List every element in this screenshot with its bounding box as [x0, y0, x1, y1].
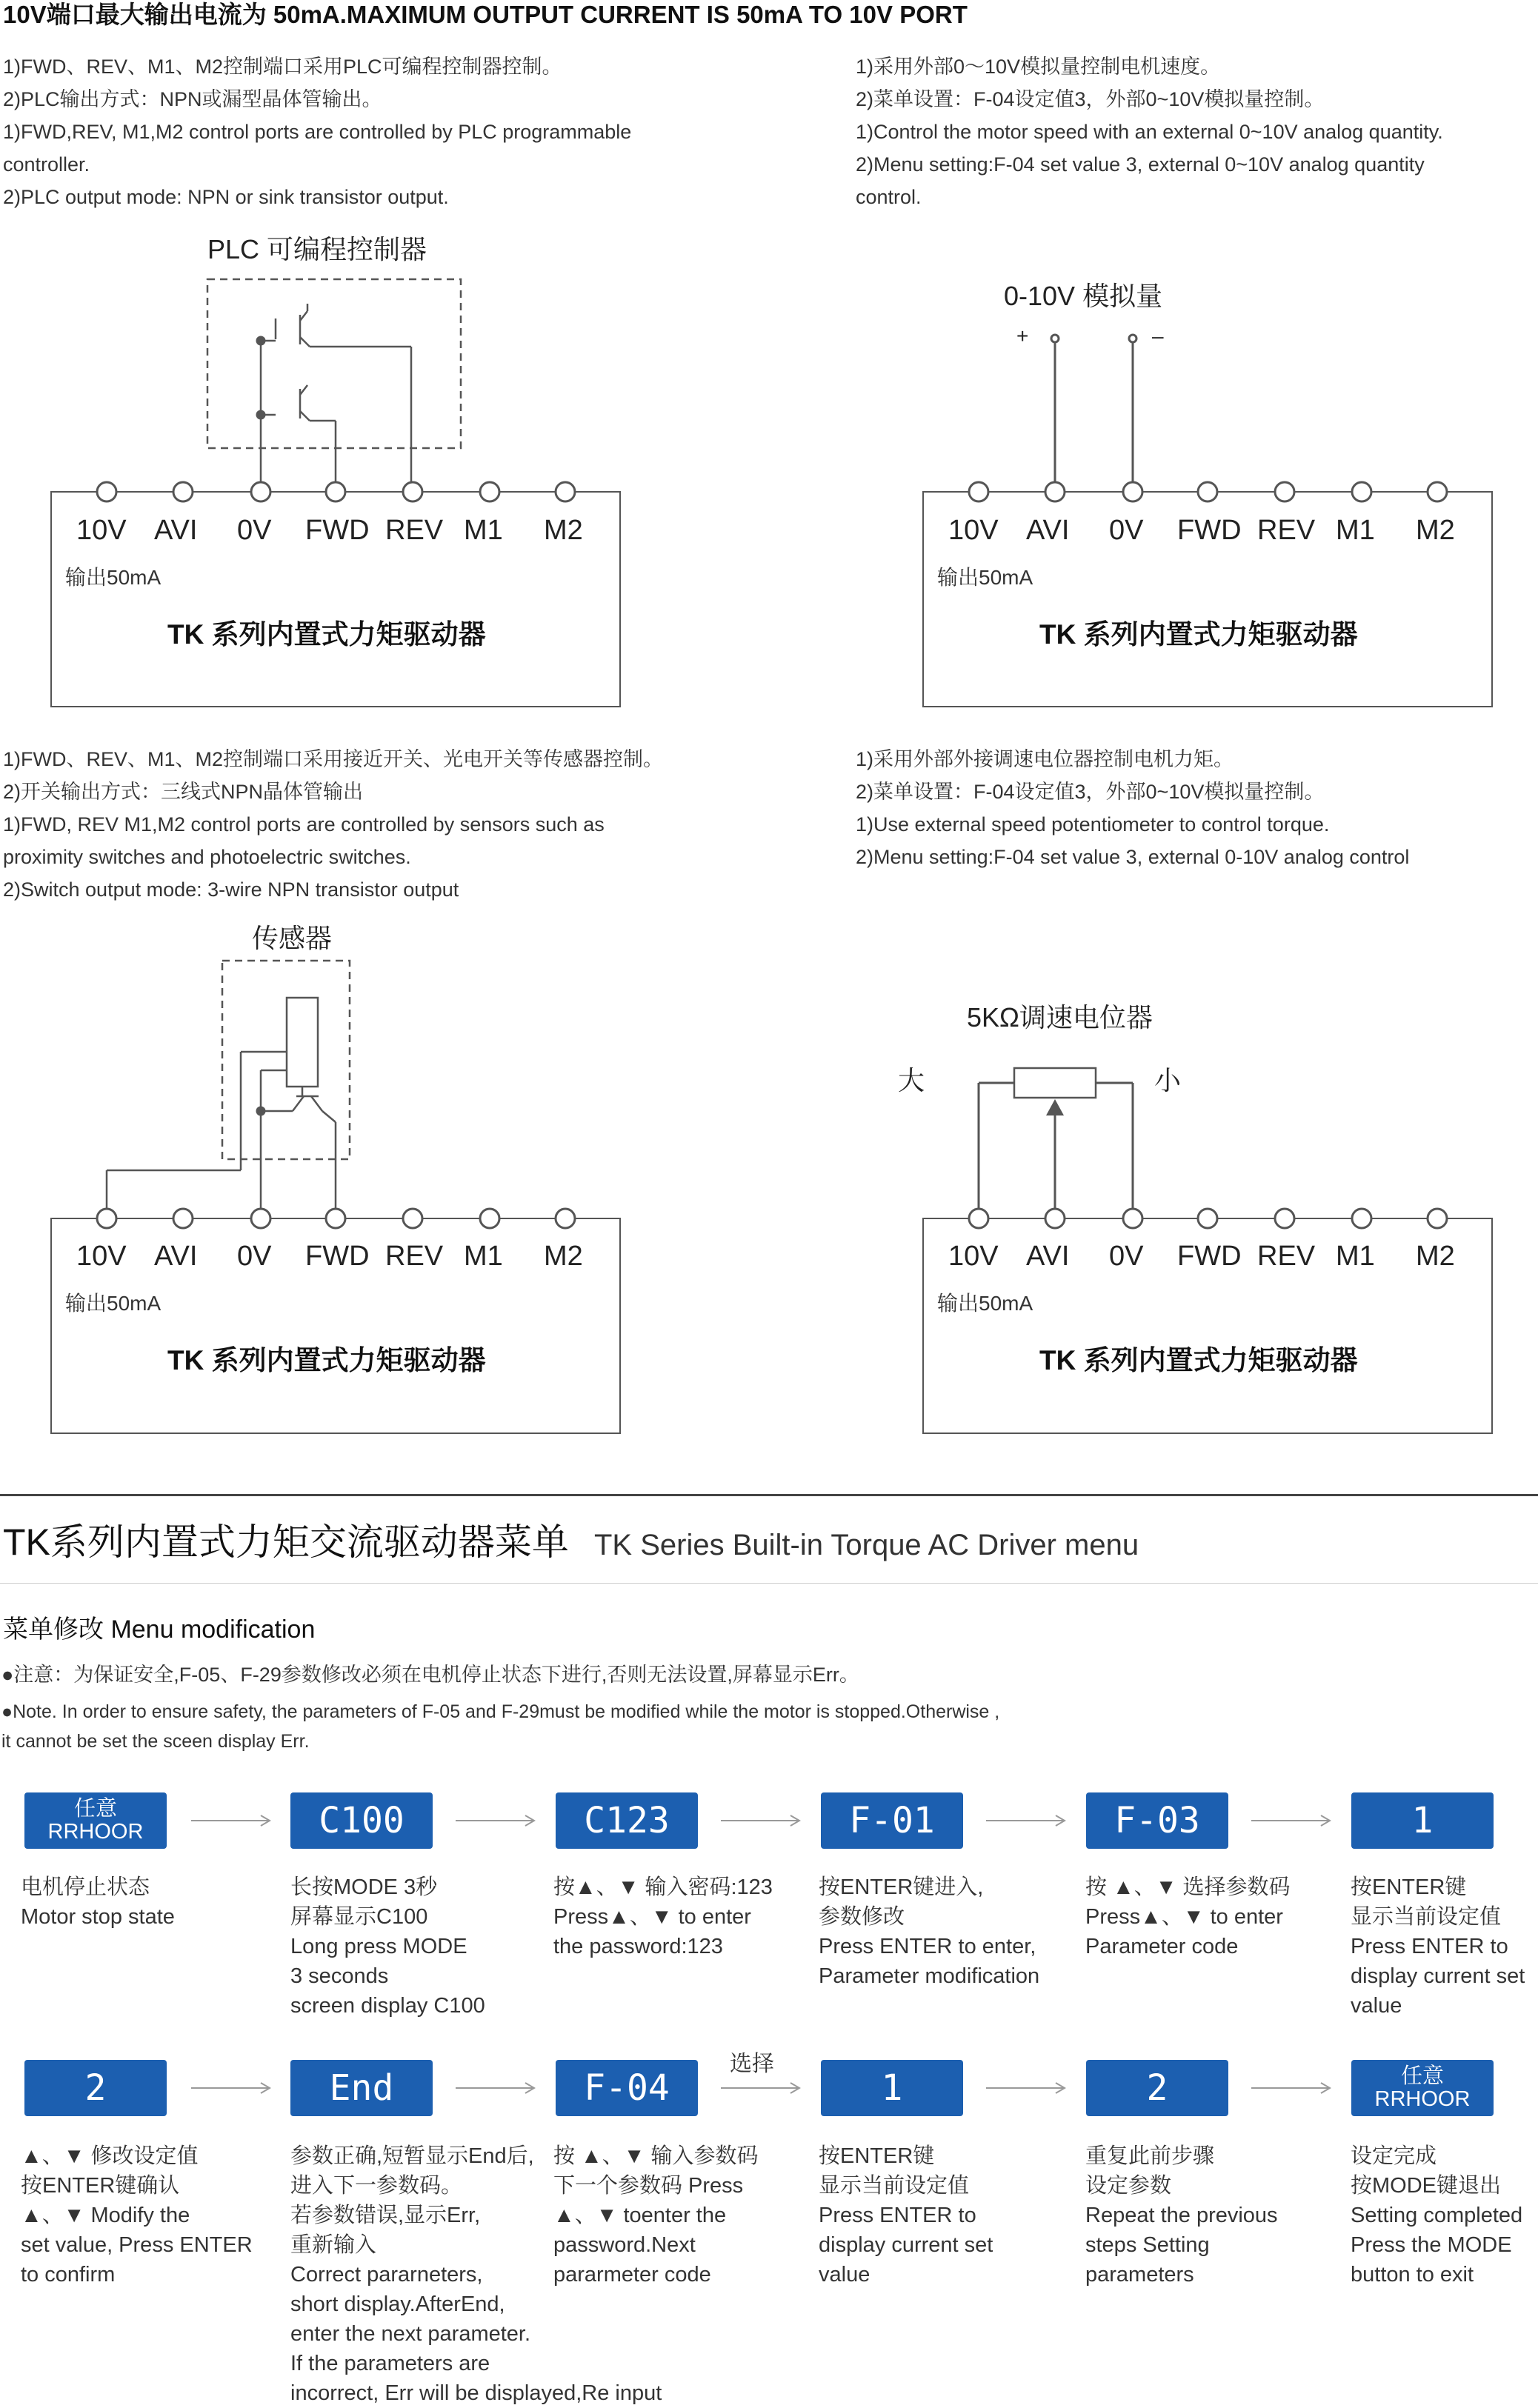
desc-line: 1)FWD、REV、M1、M2控制端口采用接近开关、光电开关等传感器控制。	[3, 748, 664, 770]
step-line: Press▲、▼ to enter	[553, 1905, 751, 1929]
step-line: Motor stop state	[21, 1905, 175, 1929]
step-text	[553, 1872, 773, 1961]
display-any-2	[1351, 2060, 1494, 2116]
terminal-label: REV	[1257, 1241, 1316, 1272]
desc-line: 1)Control the motor speed with an external 0~10V analog quantity.	[856, 121, 1443, 143]
output-note: 输出50mA	[937, 566, 1033, 589]
menu-title-zh: TK系列内置式力矩交流驱动器菜单	[3, 1521, 569, 1563]
driver-name: TK 系列内置式力矩驱动器	[1039, 619, 1358, 650]
terminal-label: AVI	[1026, 515, 1070, 546]
step-text	[1085, 1872, 1291, 1961]
terminal-circles-analog	[969, 482, 1447, 501]
step-line: 设定完成	[1351, 2144, 1437, 2168]
step-line: password.Next	[553, 2233, 696, 2257]
terminal-label: 10V	[948, 1241, 999, 1272]
note-line: it cannot be set the sceen display Err.	[1, 1731, 310, 1752]
desc-line: 1)FWD, REV M1,M2 control ports are controlled by sensors such as	[3, 813, 605, 836]
step-line: display current set	[819, 2233, 993, 2257]
step-line: ▲、▼ toenter the	[553, 2204, 727, 2227]
output-note: 输出50mA	[65, 566, 162, 589]
display-any-1	[24, 1792, 167, 1849]
terminal-label: M2	[1416, 515, 1455, 546]
display-f01: F-01	[821, 1792, 963, 1849]
step-line: 参数修改	[819, 1905, 905, 1929]
terminal-label: M1	[1336, 515, 1375, 546]
step-line: Repeat the previous	[1085, 2204, 1278, 2227]
page-title: 10V端口最大输出电流为 50mA.MAXIMUM OUTPUT CURRENT IS 50mA TO 10V PORT	[3, 1, 968, 28]
step-line: 重复此前步骤	[1085, 2144, 1215, 2168]
terminal-label: 10V	[948, 515, 999, 546]
step-line: 进入下一参数码。	[290, 2174, 463, 2198]
step-line: Long press MODE	[290, 1935, 467, 1958]
arrow-label: 选择	[730, 2052, 774, 2076]
terminal-label: REV	[385, 515, 444, 546]
step-text	[1085, 2141, 1278, 2289]
display-c100: C100	[290, 1792, 433, 1849]
analog-minus: –	[1152, 324, 1164, 347]
step-line: Press the MODE	[1351, 2233, 1512, 2257]
step-text	[819, 2141, 993, 2289]
step-line: Parameter modification	[819, 1964, 1040, 1988]
step-line: 按▲、▼ 输入密码:123	[553, 1875, 773, 1899]
driver-name: TK 系列内置式力矩驱动器	[167, 619, 486, 650]
step-line: 设定参数	[1085, 2174, 1172, 2198]
step-line: Press ENTER to	[819, 2204, 976, 2227]
step-line: 按ENTER键进入,	[819, 1875, 984, 1899]
desc-line: proximity switches and photoelectric switches.	[3, 846, 411, 868]
step-line: Press ENTER to enter,	[819, 1935, 1036, 1958]
display-f04: F-04	[556, 2060, 698, 2116]
step-line: 按 ▲、▼ 输入参数码	[553, 2144, 759, 2168]
step-text	[21, 2141, 253, 2289]
step-line: 屏幕显示C100	[290, 1905, 428, 1929]
step-text	[1351, 1872, 1525, 2021]
terminal-label: 10V	[76, 1241, 127, 1272]
terminal-label: M2	[544, 515, 583, 546]
display-text: RRHOOR	[1374, 2087, 1471, 2111]
step-line: value	[819, 2263, 870, 2287]
step-line: 若参数错误,显示Err,	[290, 2204, 481, 2227]
desc-line: 2)PLC输出方式：NPN或漏型晶体管输出。	[3, 88, 382, 110]
terminal-label: 0V	[1109, 1241, 1144, 1272]
flow-arrow-icon	[986, 1813, 1068, 1828]
desc-line: 1)采用外部外接调速电位器控制电机力矩。	[856, 748, 1234, 770]
terminal-label: AVI	[1026, 1241, 1070, 1272]
desc-line: 1)Use external speed potentiometer to control torque.	[856, 813, 1330, 836]
step-line: 按MODE键退出	[1351, 2174, 1502, 2198]
terminal-label: REV	[385, 1241, 444, 1272]
step-line: 参数正确,短暂显示End后,	[290, 2144, 534, 2168]
display-value-3: 1	[821, 2060, 963, 2116]
plc-transistors	[261, 304, 411, 482]
desc-line: 2)PLC output mode: NPN or sink transistor output.	[3, 186, 449, 208]
desc-line: 2)菜单设置：F-04设定值3，外部0~10V模拟量控制。	[856, 781, 1325, 803]
step-line: 按ENTER键确认	[21, 2174, 180, 2198]
step-line: parameters	[1085, 2263, 1194, 2287]
display-text: 任意	[73, 1797, 117, 1821]
step-line: value	[1351, 1994, 1402, 2018]
flow-arrow-icon	[721, 1813, 802, 1828]
pot-small-label: 小	[1154, 1065, 1182, 1095]
flow-arrow-icon	[456, 1813, 537, 1828]
display-f03: F-03	[1086, 1792, 1228, 1849]
terminal-label: 10V	[76, 515, 127, 546]
step-line: incorrect, Err will be displayed,Re input	[290, 2381, 662, 2405]
step-line: 重新输入	[290, 2233, 377, 2257]
step-line: Parameter code	[1085, 1935, 1239, 1958]
step-line: pararmeter code	[553, 2263, 711, 2287]
terminal-label: M1	[464, 1241, 503, 1272]
step-line: set value, Press ENTER	[21, 2233, 253, 2257]
step-line: Setting completed	[1351, 2204, 1523, 2227]
step-line: screen display C100	[290, 1994, 485, 2018]
step-line: button to exit	[1351, 2263, 1474, 2287]
step-line: 显示当前设定值	[1351, 1905, 1502, 1929]
step-line: the password:123	[553, 1935, 723, 1958]
terminal-circles-pot	[969, 1209, 1447, 1228]
flow-arrow-icon	[1251, 2081, 1333, 2095]
note-line: ●Note. In order to ensure safety, the parameters of F-05 and F-29must be modified while the motor is stopped.Otherwise ,	[1, 1701, 1000, 1722]
display-c123: C123	[556, 1792, 698, 1849]
step-text	[21, 1872, 175, 1932]
terminal-label: M2	[1416, 1241, 1455, 1272]
display-value-2: 2	[24, 2060, 167, 2116]
step-line: steps Setting	[1085, 2233, 1210, 2257]
step-line: to confirm	[21, 2263, 116, 2287]
desc-line: 1)FWD,REV, M1,M2 control ports are controlled by PLC programmable	[3, 121, 632, 143]
terminal-label: 0V	[237, 1241, 272, 1272]
step-line: 显示当前设定值	[819, 2174, 970, 2198]
step-line: enter the next parameter.	[290, 2322, 531, 2346]
terminal-label: M1	[464, 515, 503, 546]
flow-arrow-icon	[986, 2081, 1068, 2095]
step-line: short display.AfterEnd,	[290, 2292, 505, 2316]
display-value-1: 1	[1351, 1792, 1494, 1849]
flow-arrow-icon	[191, 2081, 273, 2095]
title-underline	[0, 1583, 1538, 1584]
step-line: 按ENTER键	[1351, 1875, 1467, 1899]
plc-label: PLC 可编程控制器	[207, 234, 427, 264]
step-line: 3 seconds	[290, 1964, 389, 1988]
step-text	[290, 1872, 485, 2021]
analog-plus: +	[1016, 324, 1029, 347]
flow-arrow-icon	[456, 2081, 537, 2095]
terminal-label: AVI	[154, 1241, 198, 1272]
driver-name: TK 系列内置式力矩驱动器	[1039, 1345, 1358, 1375]
flow-arrow-icon	[1251, 1813, 1333, 1828]
step-line: If the parameters are	[290, 2352, 490, 2375]
terminal-label: FWD	[305, 515, 370, 546]
output-note: 输出50mA	[65, 1292, 162, 1315]
desc-line: 2)Menu setting:F-04 set value 3, external 0-10V analog control	[856, 846, 1410, 868]
section-divider	[0, 1494, 1538, 1496]
step-text	[1351, 2141, 1522, 2289]
step-line: Correct pararneters,	[290, 2263, 483, 2287]
display-value-4: 2	[1086, 2060, 1228, 2116]
display-text: RRHOOR	[47, 1820, 144, 1844]
terminal-circles-plc	[97, 482, 575, 501]
step-line: ▲、▼ 修改设定值	[21, 2144, 199, 2168]
desc-line: 2)菜单设置：F-04设定值3，外部0~10V模拟量控制。	[856, 88, 1325, 110]
output-note: 输出50mA	[937, 1292, 1033, 1315]
terminal-label: M2	[544, 1241, 583, 1272]
step-line: Press ENTER to	[1351, 1935, 1508, 1958]
step-line: 按ENTER键	[819, 2144, 935, 2168]
desc-line: controller.	[3, 153, 90, 176]
desc-line: 2)Menu setting:F-04 set value 3, external 0~10V analog quantity	[856, 153, 1425, 176]
step-line: 长按MODE 3秒	[290, 1875, 438, 1899]
step-text	[819, 1872, 1039, 1991]
step-line: 电机停止状态	[21, 1875, 150, 1899]
desc-line: 2)开关输出方式：三线式NPN晶体管输出	[3, 781, 364, 803]
terminal-label: AVI	[154, 515, 198, 546]
terminal-label: 0V	[1109, 515, 1144, 546]
desc-line: 2)Switch output mode: 3-wire NPN transistor output	[3, 878, 459, 901]
sensor-label: 传感器	[252, 923, 333, 953]
desc-line: 1)采用外部0～10V模拟量控制电机速度。	[856, 56, 1221, 78]
desc-line: control.	[856, 186, 922, 208]
terminal-label: 0V	[237, 515, 272, 546]
terminal-label: FWD	[1177, 1241, 1242, 1272]
menu-title-en: TK Series Built-in Torque AC Driver menu	[594, 1529, 1139, 1561]
display-text: 任意	[1400, 2064, 1444, 2088]
driver-name: TK 系列内置式力矩驱动器	[167, 1345, 486, 1375]
terminal-circles-sensor	[97, 1209, 575, 1228]
terminal-label: FWD	[305, 1241, 370, 1272]
terminal-label: FWD	[1177, 515, 1242, 546]
analog-label: 0-10V 模拟量	[1004, 281, 1163, 311]
pot-label: 5KΩ调速电位器	[967, 1002, 1153, 1033]
step-line: 按 ▲、▼ 选择参数码	[1085, 1875, 1291, 1899]
pot-big-label: 大	[898, 1065, 925, 1095]
desc-line: 1)FWD、REV、M1、M2控制端口采用PLC可编程控制器控制。	[3, 56, 562, 78]
terminal-label: M1	[1336, 1241, 1375, 1272]
step-line: ▲、▼ Modify the	[21, 2204, 190, 2227]
display-end: End	[290, 2060, 433, 2116]
menu-subtitle: 菜单修改 Menu modification	[3, 1615, 316, 1644]
step-line: display current set	[1351, 1964, 1525, 1988]
terminal-label: REV	[1257, 515, 1316, 546]
note-line: ●注意：为保证安全,F-05、F-29参数修改必须在电机停止状态下进行,否则无法设置,屏幕显示Err。	[1, 1664, 859, 1686]
flow-arrow-icon	[721, 2081, 802, 2095]
flow-arrow-icon	[191, 1813, 273, 1828]
step-line: 下一个参数码 Press	[553, 2174, 744, 2198]
step-line: Press▲、▼ to enter	[1085, 1905, 1283, 1929]
step-text	[553, 2141, 759, 2289]
